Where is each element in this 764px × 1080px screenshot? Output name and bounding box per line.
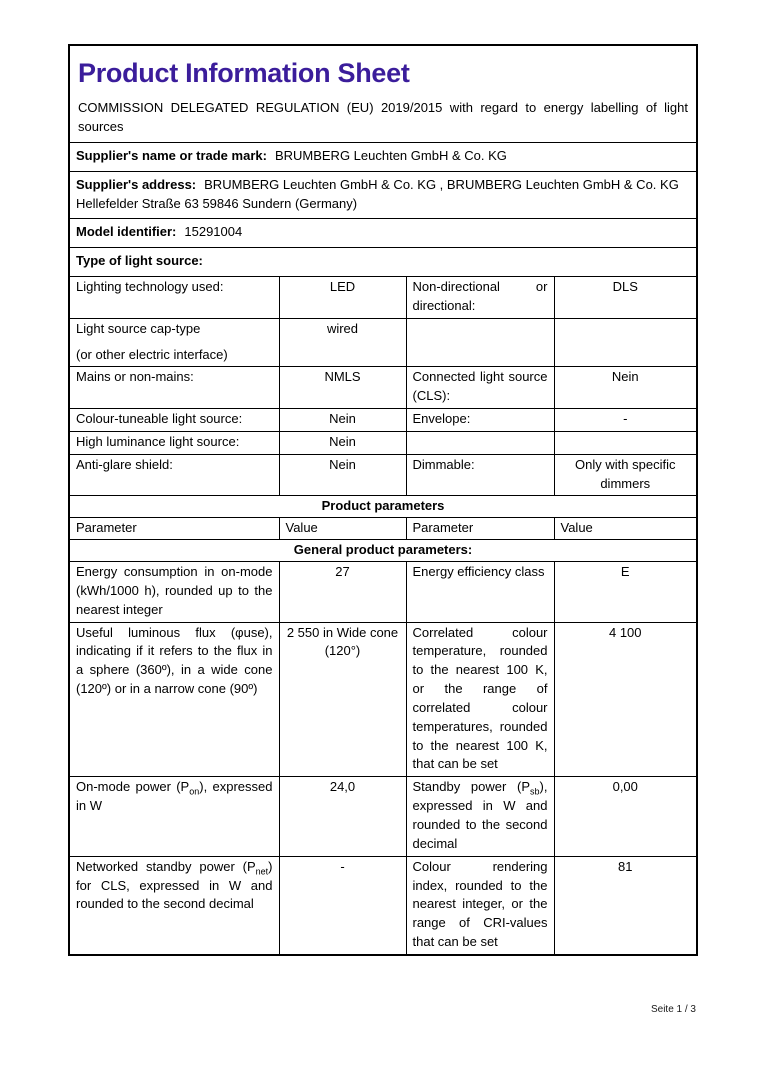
anti-glare-value: Nein bbox=[279, 454, 406, 496]
cap-type-label: Light source cap-type (or other electric interface) bbox=[69, 318, 279, 367]
section-header-row bbox=[69, 496, 697, 518]
empty-cell bbox=[554, 431, 697, 454]
supplier-address-label: Supplier's address: bbox=[76, 176, 197, 192]
dimmable-label: Dimmable: bbox=[406, 454, 554, 496]
supplier-address-value: BRUMBERG Leuchten GmbH & Co. KG , BRUMBERG Leuchten GmbH & Co. KG Hellefelder Straße 63 59846 Sundern (Germany) bbox=[76, 176, 679, 211]
table-row bbox=[69, 277, 697, 319]
model-identifier-label: Model identifier: bbox=[76, 224, 177, 240]
type-of-light-source-label: Type of light source: bbox=[76, 253, 203, 269]
supplier-address-row bbox=[69, 171, 697, 219]
dimmable-value: Only with specific dimmers bbox=[554, 454, 697, 496]
empty-cell bbox=[406, 431, 554, 454]
supplier-name-value: BRUMBERG Leuchten GmbH & Co. KG bbox=[274, 147, 507, 163]
empty-cell bbox=[554, 318, 697, 367]
cls-label: Connected light source (CLS): bbox=[406, 367, 554, 409]
title-cell bbox=[69, 45, 697, 142]
column-header-parameter-1: Parameter bbox=[69, 518, 279, 540]
useful-luminous-flux-value: 2 550 in Wide cone (120°) bbox=[279, 622, 406, 777]
page-number: Seite 1 / 3 bbox=[650, 1004, 696, 1015]
table-row bbox=[69, 454, 697, 496]
lighting-technology-value: LED bbox=[279, 277, 406, 319]
title-row bbox=[69, 45, 697, 142]
table-row bbox=[69, 777, 697, 856]
mains-value: NMLS bbox=[279, 367, 406, 409]
mains-label: Mains or non-mains: bbox=[69, 367, 279, 409]
model-identifier-value: 15291004 bbox=[184, 224, 243, 240]
table-row bbox=[69, 562, 697, 623]
correlated-colour-temperature-label: Correlated colour temperature, rounded to the nearest 100 K, or the range of correlated colour temperatures, rounded to the nearest 100 K, that can be set bbox=[406, 622, 554, 777]
table-row bbox=[69, 431, 697, 454]
column-header-row bbox=[69, 518, 697, 540]
general-product-parameters-heading: General product parameters: bbox=[69, 540, 697, 562]
regulation-subtitle: COMMISSION DELEGATED REGULATION (EU) 2019/2015 with regard to energy labelling of light sources bbox=[78, 100, 689, 134]
table-row bbox=[69, 856, 697, 955]
colour-rendering-index-value: 81 bbox=[554, 856, 697, 955]
subsection-header-row bbox=[69, 540, 697, 562]
anti-glare-label: Anti-glare shield: bbox=[69, 454, 279, 496]
type-of-light-source-row bbox=[69, 248, 697, 277]
high-luminance-label: High luminance light source: bbox=[69, 431, 279, 454]
cls-value: Nein bbox=[554, 367, 697, 409]
envelope-value: - bbox=[554, 409, 697, 432]
envelope-label: Envelope: bbox=[406, 409, 554, 432]
table-row bbox=[69, 409, 697, 432]
model-identifier-row bbox=[69, 219, 697, 248]
page-title: Product Information Sheet bbox=[78, 58, 410, 88]
networked-standby-power-label: Networked standby power $(P_{net})$ for CLS, expressed in W and rounded to the second decimal bbox=[69, 856, 279, 955]
table-row bbox=[69, 622, 697, 777]
standby-power-label: Standby power $(P_{sb})$, expressed in W and rounded to the second decimal bbox=[406, 777, 554, 856]
energy-consumption-value: 27 bbox=[279, 562, 406, 623]
correlated-colour-temperature-value: 4 100 bbox=[554, 622, 697, 777]
column-header-value-1: Value bbox=[279, 518, 406, 540]
lighting-technology-label: Lighting technology used: bbox=[69, 277, 279, 319]
on-mode-power-value: 24,0 bbox=[279, 777, 406, 856]
energy-efficiency-class-value: E bbox=[554, 562, 697, 623]
table-row bbox=[69, 318, 697, 367]
supplier-name-label: Supplier's name or trade mark: bbox=[76, 147, 267, 163]
energy-efficiency-class-label: Energy efficiency class bbox=[406, 562, 554, 623]
column-header-parameter-2: Parameter bbox=[406, 518, 554, 540]
colour-tuneable-value: Nein bbox=[279, 409, 406, 432]
useful-luminous-flux-label: Useful luminous flux (φuse), indicating if it refers to the flux in a sphere (360º), in a wide cone (120º) or in a narrow cone (90º) bbox=[69, 622, 279, 777]
directionality-label: Non-directional or directional: bbox=[406, 277, 554, 319]
product-information-sheet bbox=[68, 44, 698, 956]
networked-standby-power-value: - bbox=[279, 856, 406, 955]
colour-rendering-index-label: Colour rendering index, rounded to the nearest integer, or the range of CRI-values that can be set bbox=[406, 856, 554, 955]
energy-consumption-label: Energy consumption in on-mode (kWh/1000 h), rounded up to the nearest integer bbox=[69, 562, 279, 623]
on-mode-power-label: On-mode power $(P_{on})$, expressed in W bbox=[69, 777, 279, 856]
colour-tuneable-label: Colour-tuneable light source: bbox=[69, 409, 279, 432]
product-parameters-heading: Product parameters bbox=[69, 496, 697, 518]
standby-power-value: 0,00 bbox=[554, 777, 697, 856]
directionality-value: DLS bbox=[554, 277, 697, 319]
supplier-name-row bbox=[69, 142, 697, 171]
empty-cell bbox=[406, 318, 554, 367]
cap-type-value: wired bbox=[279, 318, 406, 367]
high-luminance-value: Nein bbox=[279, 431, 406, 454]
table-row bbox=[69, 367, 697, 409]
column-header-value-2: Value bbox=[554, 518, 697, 540]
